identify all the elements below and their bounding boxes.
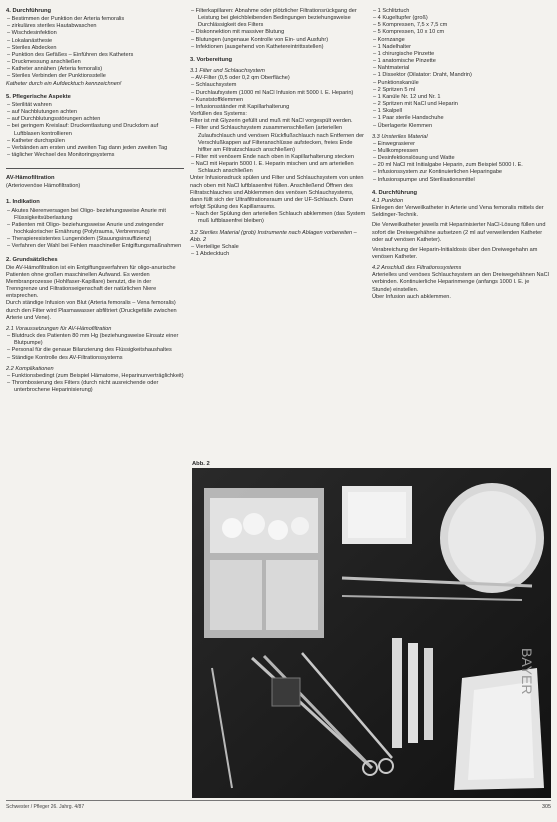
list-item: – Filter mit venösem Ende nach oben in Kapillarhalterung stecken: [190, 154, 366, 161]
list-item: – Nach der Spülung den arteriellen Schlauch abklemmen (das System muß luftblasenfrei bleiben): [190, 211, 366, 225]
list-item: – Akutes Nierenversagen bei Oligo- beziehungsweise Anurie mit Flüssigkeitsüberlastung: [6, 208, 184, 222]
list-item: – Sterilität wahren: [6, 102, 184, 109]
paragraph: Einlegen der Verweilkatheter in Arterie und Vena femoralis mittels der Seldinger-Technik.: [372, 205, 544, 219]
list-item: – Vierteilige Schale: [190, 244, 366, 251]
list-item: – Katheter durchspülen: [6, 138, 184, 145]
list-item: – Punktion des Gefäßes – Einführen des Katheters: [6, 52, 184, 59]
list: [6, 333, 184, 362]
list-item: – 2 Spritzen 5 ml: [372, 87, 550, 94]
paragraph: Über Infusion auch abklemmen.: [372, 293, 451, 300]
list-item: – Überlagerte Klemmen: [372, 123, 550, 130]
list-item: – 1 Dissektor (Dilatator: Draht, Mandrin): [372, 72, 550, 79]
paragraph: Arterielles und venöses Schlauchsystem an den Dreiwegehähnen NaCl verbinden. Kontinuierliche Heparinmenge (anfangs 1000 I. E. je Stunde) einstellen.: [372, 272, 549, 293]
list: [372, 8, 550, 130]
column-3: [372, 8, 550, 301]
footer-source: Schwester / Pfleger 26. Jahrg. 4/87: [6, 804, 85, 810]
list-item: – auf Nachblutungen achten: [6, 109, 184, 116]
list-item: – Desinfektionslösung und Watte: [372, 155, 550, 162]
list: [190, 211, 366, 225]
list-item: – 5 Kompressen, 7,5 x 7,5 cm: [372, 22, 550, 29]
footer-divider: [6, 800, 551, 801]
list-item: – 1 Abdecktuch: [190, 251, 366, 258]
list-item: – 1 Schlitztuch: [372, 8, 550, 15]
paragraph: Filter ist mit Glyzerin gefüllt und muß mit NaCl vorgespült werden.: [190, 118, 353, 125]
tray-compartment: [266, 560, 318, 630]
paragraph: Die AV-Hämofiltration ist ein Entgiftungsverfahren für oligo-anurische Patienten ohne großen maschinellen Aufwand. Es werden Membranprozesse (Hohlfaser-Kapillare) benutzt, die in der Trenngrenze und Filtrationseigenschaft der natürlichen Niere entsprechen.: [6, 264, 176, 300]
list-item: – NaCl mit Heparin 5000 I. E. Heparin mischen und am arteriellen Schlauch anschließen: [190, 161, 366, 175]
list-item: – 20 ml NaCl mit Initialgabe Heparin, zum Beispiel 5000 I. E.: [372, 162, 550, 169]
list-item: – Verfahren der Wahl bei Fehlen maschineller Entgiftungsmaßnahmen: [6, 243, 184, 250]
cotton-ball: [291, 517, 309, 535]
list-item: – Blutungen (ungenaue Kontrolle von Ein- und Ausfuhr): [190, 37, 366, 44]
list-item: – 1 Kanüle Nr. 12 und Nr. 1: [372, 94, 550, 101]
list-item: – 5 Kompressen, 10 x 10 cm: [372, 29, 550, 36]
section-heading: 2. Grundsätzliches: [6, 256, 58, 263]
list: [6, 16, 184, 80]
subheading: 3.3 Unsteriles Material: [372, 133, 428, 140]
list-item: – Verbänden am ersten und zweiten Tag dann jeden zweiten Tag: [6, 145, 184, 152]
cotton-ball: [243, 513, 265, 535]
list-item: – 1 Nadelhalter: [372, 44, 550, 51]
list-item: – Kunststoffklemmen: [190, 97, 366, 104]
list-item: – Infektionen (ausgehend von Kathetereintrittsstellen): [190, 44, 366, 51]
list-item: – Patienten mit Oligo- beziehungsweise Anurie und zwingender hochkalorischer Ernährung (Polytrauma, Verbrennung): [6, 222, 184, 236]
list-item: – auf Durchblutungsstörungen achten: [6, 116, 184, 123]
column-2: [190, 8, 366, 258]
list-item: – Blutdruck des Patienten 80 mm Hg (beziehungsweise Einsatz einer Blutpumpe): [6, 333, 184, 347]
subheading: 3.1 Filter und Schlauchsystem: [190, 68, 265, 75]
section-heading: 4. Durchführung: [372, 189, 418, 196]
subheading: 2.2 Komplikationen: [6, 365, 54, 372]
list-item: – 1 anatomische Pinzette: [372, 58, 550, 65]
list-item: – Wischdesinfektion: [6, 30, 184, 37]
list-item: – Kornzange: [372, 37, 550, 44]
bowl-inner: [448, 491, 536, 585]
article-subtitle: (Arteriovenöse Hämofiltration): [6, 183, 81, 190]
list: [6, 102, 184, 159]
list-item: – Filterkapillaren: Abnahme oder plötzlicher Filtrationsrückgang der Leistung bei gleichbleibenden Bedingungen beziehungsweise Durchlässigkeit des Filters: [190, 8, 366, 29]
list-item: – Infusionspumpe und Sterilisationsmittel: [372, 177, 550, 184]
syringe: [408, 643, 418, 743]
list-item: – AV-Filter (0,5 oder 0,2 qm Oberfläche): [190, 75, 366, 82]
divider: [6, 168, 184, 169]
gauze-stack: [348, 492, 406, 538]
section-heading: 1. Indikation: [6, 199, 40, 206]
list-item: – 4 Kugeltupfer (groß): [372, 15, 550, 22]
glove: [468, 682, 534, 780]
column-1: [6, 8, 184, 394]
list-item: – Steriles Abdecken: [6, 45, 184, 52]
page-number: 305: [542, 804, 551, 810]
list: [6, 208, 184, 251]
list-item: – Diskonnektion mit massiver Blutung: [190, 29, 366, 36]
section-heading: 4. Durchführung: [6, 8, 52, 14]
list-item: – 2 Spritzen mit NaCl und Heparin: [372, 101, 550, 108]
note: Katheter durch ein Aufdecktuch kennzeichnen!: [6, 80, 122, 87]
list-item: – zirkuläres steriles Hautabwaschen: [6, 23, 184, 30]
list-item: – Filter und Schlauchsystem zusammenschließen (arteriellen Zulaufschlauch und venösen Rückflußschlauch nach Entfernen der Verschlußkappen auf Filteranschlüsse aufstecken, freies Ende hiflter am Filtratzschlauch anschließen): [190, 125, 366, 154]
list-item: – Durchlaufsystem (1000 ml NaCl Infusion mit 5000 I. E. Heparin): [190, 90, 366, 97]
list-item: – Thrombosierung des Filters (durch nicht ausreichende oder unterbrochene Heparinisierung): [6, 380, 184, 394]
subheading: 2.1 Voraussetzungen für AV-Hämofiltration: [6, 325, 112, 332]
photo-illustration: [192, 468, 551, 798]
syringe: [424, 648, 433, 740]
blade-pack: [272, 678, 300, 706]
list-item: – Lokalanästhesie: [6, 38, 184, 45]
list-item: – Katheter annähen (Arteria femoralis): [6, 66, 184, 73]
list-item: – Therapieresistentes Lungenödem (Stauungsinsuffizienz): [6, 236, 184, 243]
list-item: – Infusionssystem zur Kontinuierlichen Heparingabe: [372, 169, 550, 176]
list-item: – Infusionsständer mit Kapillarhalterung: [190, 104, 366, 111]
figure-label: Abb. 2: [192, 461, 210, 467]
list-item: – Einwegrasierer: [372, 141, 550, 148]
list-item: – Bestimmen der Punktion der Arteria femoralis: [6, 16, 184, 23]
list: [190, 244, 366, 258]
cotton-ball: [222, 518, 242, 538]
list-item: – Mullkompressen: [372, 148, 550, 155]
paragraph: Unter Infusionsdruck spülen und Filter und Schlauchsystem von unten nach oben mit NaCl luftblasenfrei füllen. Anschließend Öffnen des Filtratschlauches und Abklemmen des venösen Schlauchsystems, dann füllt sich der Ultrafiltrationsraum und der UF-Schlauch. Dann erfolgt Spülung des Kapillarraums.: [190, 175, 364, 211]
subheading: 4.2 Anschluß des Filtrationssystems: [372, 265, 462, 272]
section-heading: 5. Pflegerische Aspekte: [6, 93, 71, 100]
list-item: – 1 Skalpell: [372, 108, 550, 115]
list-item: – 1 chirurgische Pinzette: [372, 51, 550, 58]
list-item: – Nahtmaterial: [372, 65, 550, 72]
list-item: – bei geringem Kreislauf: Druckentlastung und Druckdom auf Luftblasen kontrollieren: [6, 123, 184, 137]
list-item: – Personal für die genaue Bilanzierung des Flüssigkeitshaushaltes: [6, 347, 184, 354]
tray-compartment: [210, 560, 262, 630]
list-item: – 1 Paar sterile Handschuhe: [372, 115, 550, 122]
list-item: – Funktionsbedingt (zum Beispiel Hämatome, Heparinunverträglichkeit): [6, 373, 184, 380]
list-item: – Ständige Kontrolle des AV-Filtrationssystems: [6, 355, 184, 362]
article-title: AV-Hämofiltration: [6, 175, 55, 182]
list: [372, 141, 550, 184]
list-item: – Steriles Verbinden der Punktionsstelle: [6, 73, 184, 80]
subheading: 4.1 Punktion: [372, 197, 404, 204]
paragraph: Durch ständige Infusion von Blut (Arteria femoralis – Vena femoralis) durch den Filter wird Plasmawasser abfiltriert (Druckgefälle zwischen Arterie und Vene).: [6, 300, 177, 321]
list-item: – Punktionskanüle: [372, 80, 550, 87]
paragraph: Vorfüllen des Systems:: [190, 111, 247, 118]
paragraph: Die Verweilkatheter jeweils mit Heparinisierter NaCl-Lösung füllen und sofort die Dreiwegehähne aufsetzen (2 ml auf verweilenden Katheter oder auf venösen Katheter).: [372, 222, 546, 243]
list: [190, 125, 366, 175]
list-item: – Druckmessung anschließen: [6, 59, 184, 66]
list: [190, 75, 366, 111]
section-heading: 3. Vorbereitung: [190, 56, 233, 63]
list-item: – täglicher Wechsel des Monitoringsystems: [6, 152, 184, 159]
list: [6, 373, 184, 394]
subheading: 3.2 Steriles Material (grob) Instrumente nach Ablagen vorbereiten – Abb. 2: [190, 229, 357, 243]
list: [190, 8, 366, 51]
band-label: BAYER: [519, 648, 535, 695]
list-item: – Schlauchsystem: [190, 82, 366, 89]
cotton-ball: [268, 520, 288, 540]
instrument-tray-photo: [192, 468, 551, 798]
paragraph: Verabreichung der Heparin-Initialdosis über den Dreiwegehahn am venösen Katheter.: [372, 246, 538, 260]
syringe: [392, 638, 402, 748]
